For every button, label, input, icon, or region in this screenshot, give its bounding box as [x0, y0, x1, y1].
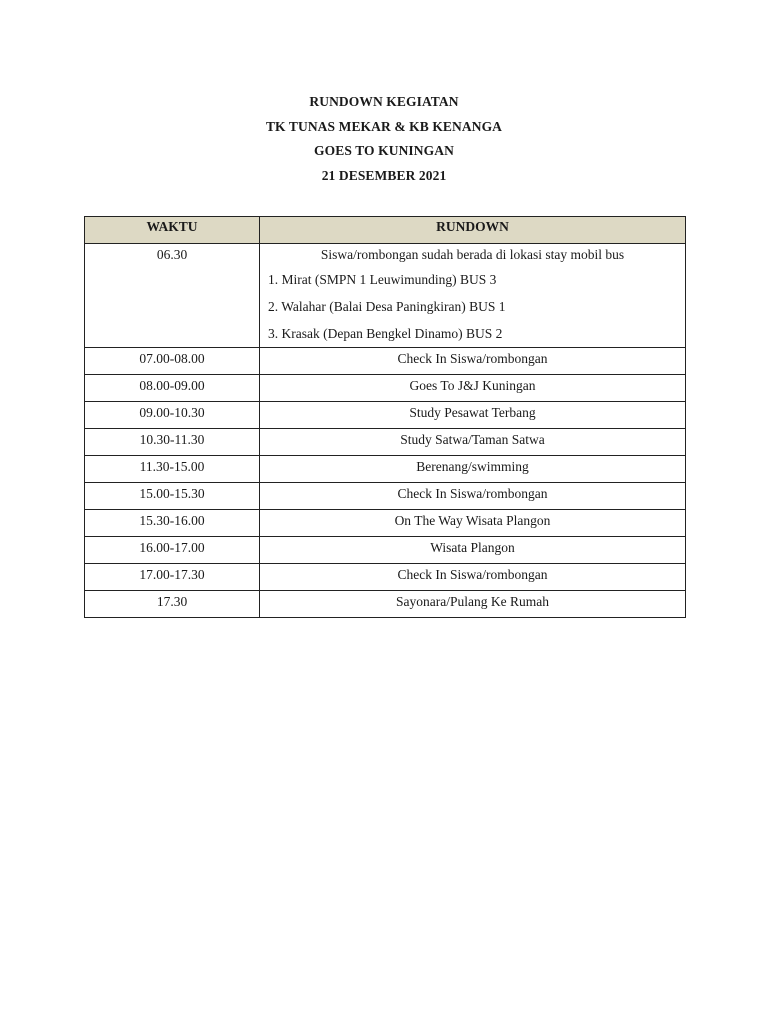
table-row: [85, 402, 686, 429]
time-cell: 11.30-15.00: [85, 456, 260, 483]
activity-cell: Check In Siswa/rombongan: [260, 483, 686, 510]
table-row: [85, 429, 686, 456]
activity-cell: Wisata Plangon: [260, 537, 686, 564]
time-cell: 17.00-17.30: [85, 564, 260, 591]
document-title: [0, 90, 768, 188]
table-body: [85, 244, 686, 618]
table-header: [85, 217, 686, 244]
title-line: RUNDOWN KEGIATAN: [309, 94, 459, 109]
table-row: [85, 564, 686, 591]
table-row: [85, 456, 686, 483]
bus-list: [266, 266, 679, 347]
table-row: [85, 510, 686, 537]
table-row: [85, 244, 686, 348]
bus-list-item: 1. Mirat (SMPN 1 Leuwimunding) BUS 3: [268, 272, 497, 287]
activity-cell: Check In Siswa/rombongan: [260, 564, 686, 591]
activity-cell: On The Way Wisata Plangon: [260, 510, 686, 537]
table-row: [85, 483, 686, 510]
title-line: 21 DESEMBER 2021: [321, 167, 447, 183]
activity-cell: Sayonara/Pulang Ke Rumah: [260, 591, 686, 618]
title-line: GOES TO KUNINGAN: [314, 143, 454, 158]
header-row: [85, 217, 686, 244]
time-cell: 15.00-15.30: [85, 483, 260, 510]
activity-cell: Check In Siswa/rombongan: [260, 348, 686, 375]
time-cell: 07.00-08.00: [85, 348, 260, 375]
time-cell: 16.00-17.00: [85, 537, 260, 564]
header-waktu: WAKTU: [85, 217, 260, 244]
rundown-table: [84, 216, 686, 618]
time-cell: 08.00-09.00: [85, 375, 260, 402]
activity-cell: Study Satwa/Taman Satwa: [260, 429, 686, 456]
header-rundown: RUNDOWN: [260, 217, 686, 244]
time-cell: 09.00-10.30: [85, 402, 260, 429]
activity-cell: Goes To J&J Kuningan: [260, 375, 686, 402]
activity-text: Siswa/rombongan sudah berada di lokasi stay mobil bus: [320, 247, 625, 262]
time-cell: 15.30-16.00: [85, 510, 260, 537]
bus-list-item: 3. Krasak (Depan Bengkel Dinamo) BUS 2: [268, 326, 503, 341]
activity-cell: Berenang/swimming: [260, 456, 686, 483]
time-cell: 17.30: [85, 591, 260, 618]
table-row: [85, 348, 686, 375]
table-row: [85, 591, 686, 618]
table-row: [85, 537, 686, 564]
time-cell: [85, 244, 260, 348]
activity-cell: Study Pesawat Terbang: [260, 402, 686, 429]
table-row: [85, 375, 686, 402]
title-line: TK TUNAS MEKAR & KB KENANGA: [265, 118, 503, 134]
activity-cell: [260, 244, 686, 348]
time-cell: 10.30-11.30: [85, 429, 260, 456]
bus-list-item: 2. Walahar (Balai Desa Paningkiran) BUS 1: [268, 299, 506, 314]
time-text: 06.30: [156, 247, 188, 262]
